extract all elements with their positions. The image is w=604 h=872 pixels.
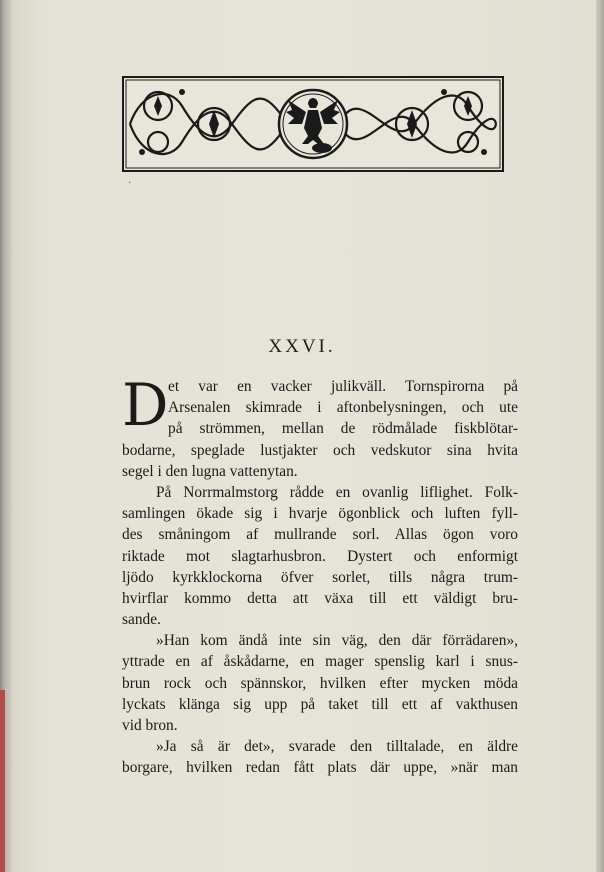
- text-line: segel i den lugna vattenytan.: [122, 462, 298, 480]
- text-line: des småningom af mullrande sorl. Allas ögon voro: [122, 526, 518, 544]
- chapter-heading: XXVI.: [268, 336, 336, 357]
- text-line: sande.: [122, 611, 161, 629]
- text-line: samlingen ökade sig i hvarje ögonblick och luften fyll-: [122, 505, 518, 523]
- print-speck: ·: [128, 178, 132, 189]
- bookmark-ribbon: [0, 690, 5, 872]
- text-line: På Norrmalmstorg rådde en ovanlig liflighet. Folk-: [156, 483, 518, 501]
- decorative-headpiece: [122, 76, 504, 172]
- text-line: riktade mot slagtarhusbron. Dystert och enformigt: [122, 547, 518, 565]
- text-line: »Ja så är det», svarade den tilltalade, en äldre: [156, 738, 518, 756]
- text-line: lyckats klänga sig upp på taket till ett af vakthusen: [122, 695, 518, 713]
- text-line: hvirflar kommo detta att växa till ett väldigt bru-: [122, 589, 518, 607]
- text-line: vid bron.: [122, 717, 178, 734]
- drop-cap: D: [122, 371, 169, 439]
- page-binding-edge: [0, 0, 12, 872]
- text-line: Arsenalen skimrade i aftonbelysningen, och ute: [168, 399, 518, 417]
- page-right-edge: [596, 0, 604, 872]
- text-line: borgare, hvilken redan fått plats där uppe, »när man: [122, 759, 518, 777]
- text-line: bodarne, speglade lustjakter och vedskutor sina hvita: [122, 441, 518, 459]
- text-line: på strömmen, mellan de rödmålade fiskblötar-: [168, 420, 518, 438]
- body-text: [122, 371, 518, 779]
- text-line: »Han kom ändå inte sin väg, den där förrädaren»,: [156, 632, 518, 650]
- text-line: ljödo kyrkklockorna öfver sorlet, tills några trum-: [122, 568, 518, 586]
- text-line: yttrade en af åskådarne, en mager spenslig karl i snus-: [122, 653, 518, 671]
- text-line: et var en vacker julikväll. Tornspirorna på: [168, 378, 518, 395]
- text-line: brun rock och spännskor, hvilken efter mycken möda: [122, 674, 518, 692]
